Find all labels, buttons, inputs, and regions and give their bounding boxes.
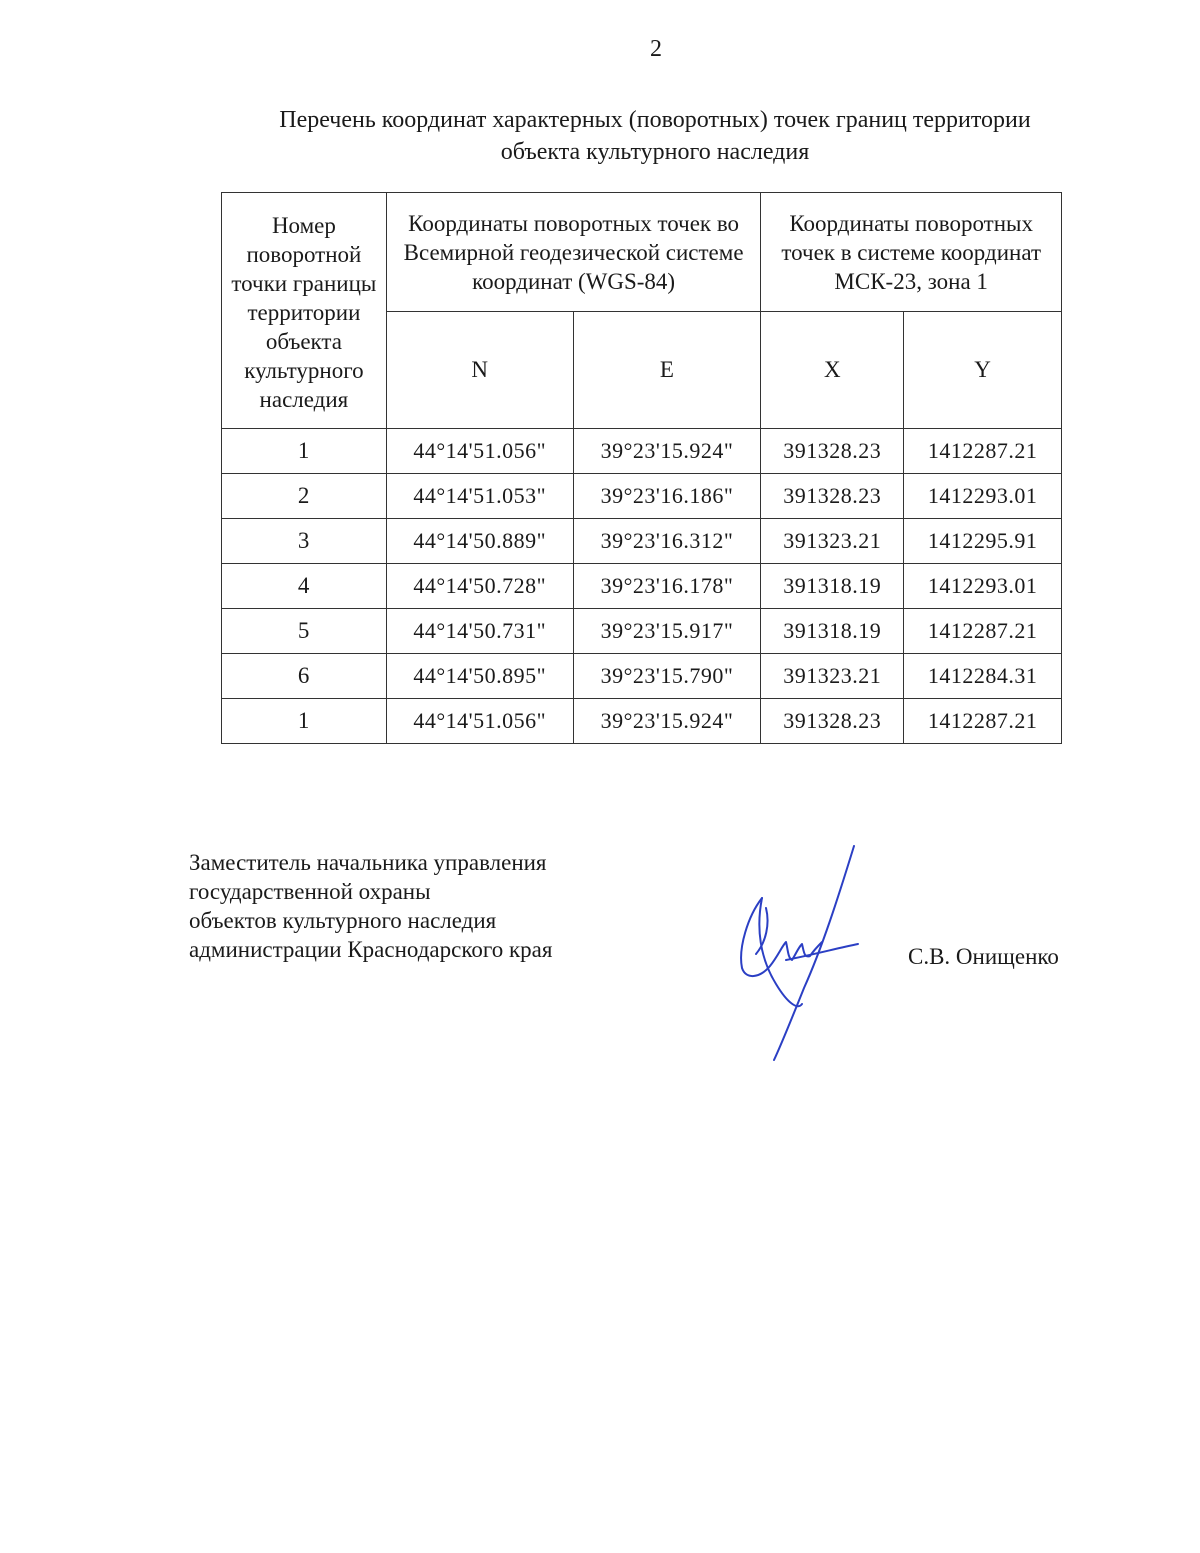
cell-e: 39°23'15.790": [573, 654, 761, 699]
cell-e: 39°23'15.917": [573, 609, 761, 654]
signatory-line-2: государственной охраны: [189, 879, 431, 904]
signatory-line-4: администрации Краснодарского края: [189, 937, 553, 962]
signatory-line-3: объектов культурного наследия: [189, 908, 497, 933]
title-line-1: Перечень координат характерных (поворотных) точек границ территории: [279, 107, 1031, 133]
cell-point: 6: [222, 654, 387, 699]
cell-point: 1: [222, 699, 387, 744]
table-row: [222, 474, 1062, 519]
table-row: [222, 564, 1062, 609]
handwritten-signature: [726, 838, 866, 1068]
cell-y: 1412287.21: [904, 699, 1062, 744]
header-point-number: Номер поворотной точки границы территории объекта культурного наследия: [222, 193, 387, 429]
table-row: [222, 654, 1062, 699]
cell-x: 391318.19: [761, 564, 904, 609]
header-col-x: X: [761, 312, 904, 429]
cell-x: 391328.23: [761, 699, 904, 744]
signatory-position: [189, 848, 552, 964]
document-title: [190, 104, 1120, 168]
cell-point: 2: [222, 474, 387, 519]
cell-x: 391328.23: [761, 429, 904, 474]
cell-n: 44°14'50.731": [386, 609, 573, 654]
table-row: [222, 699, 1062, 744]
cell-point: 5: [222, 609, 387, 654]
cell-e: 39°23'15.924": [573, 699, 761, 744]
cell-x: 391318.19: [761, 609, 904, 654]
cell-n: 44°14'50.889": [386, 519, 573, 564]
title-line-2: объекта культурного наследия: [500, 139, 810, 165]
cell-y: 1412293.01: [904, 474, 1062, 519]
header-wgs84-group: Координаты поворотных точек во Всемирной геодезической системе координат (WGS-84): [386, 193, 761, 312]
cell-y: 1412287.21: [904, 609, 1062, 654]
cell-x: 391328.23: [761, 474, 904, 519]
cell-n: 44°14'50.728": [386, 564, 573, 609]
header-col-y: Y: [904, 312, 1062, 429]
cell-point: 1: [222, 429, 387, 474]
cell-y: 1412295.91: [904, 519, 1062, 564]
cell-n: 44°14'51.056": [386, 429, 573, 474]
cell-y: 1412284.31: [904, 654, 1062, 699]
cell-n: 44°14'50.895": [386, 654, 573, 699]
table-row: [222, 519, 1062, 564]
cell-n: 44°14'51.056": [386, 699, 573, 744]
cell-e: 39°23'16.312": [573, 519, 761, 564]
cell-e: 39°23'16.178": [573, 564, 761, 609]
cell-x: 391323.21: [761, 654, 904, 699]
page-number: 2: [650, 36, 662, 62]
cell-point: 4: [222, 564, 387, 609]
cell-e: 39°23'15.924": [573, 429, 761, 474]
signatory-name: С.В. Онищенко: [908, 944, 1059, 969]
header-col-n: N: [386, 312, 573, 429]
cell-e: 39°23'16.186": [573, 474, 761, 519]
table-row: [222, 429, 1062, 474]
header-col-e: E: [573, 312, 761, 429]
cell-y: 1412293.01: [904, 564, 1062, 609]
signatory-line-1: Заместитель начальника управления: [189, 850, 547, 875]
header-msk23-group: Координаты поворотных точек в системе координат МСК-23, зона 1: [761, 193, 1062, 312]
cell-y: 1412287.21: [904, 429, 1062, 474]
cell-x: 391323.21: [761, 519, 904, 564]
coordinates-table: [221, 192, 1062, 744]
cell-point: 3: [222, 519, 387, 564]
cell-n: 44°14'51.053": [386, 474, 573, 519]
table-row: [222, 609, 1062, 654]
